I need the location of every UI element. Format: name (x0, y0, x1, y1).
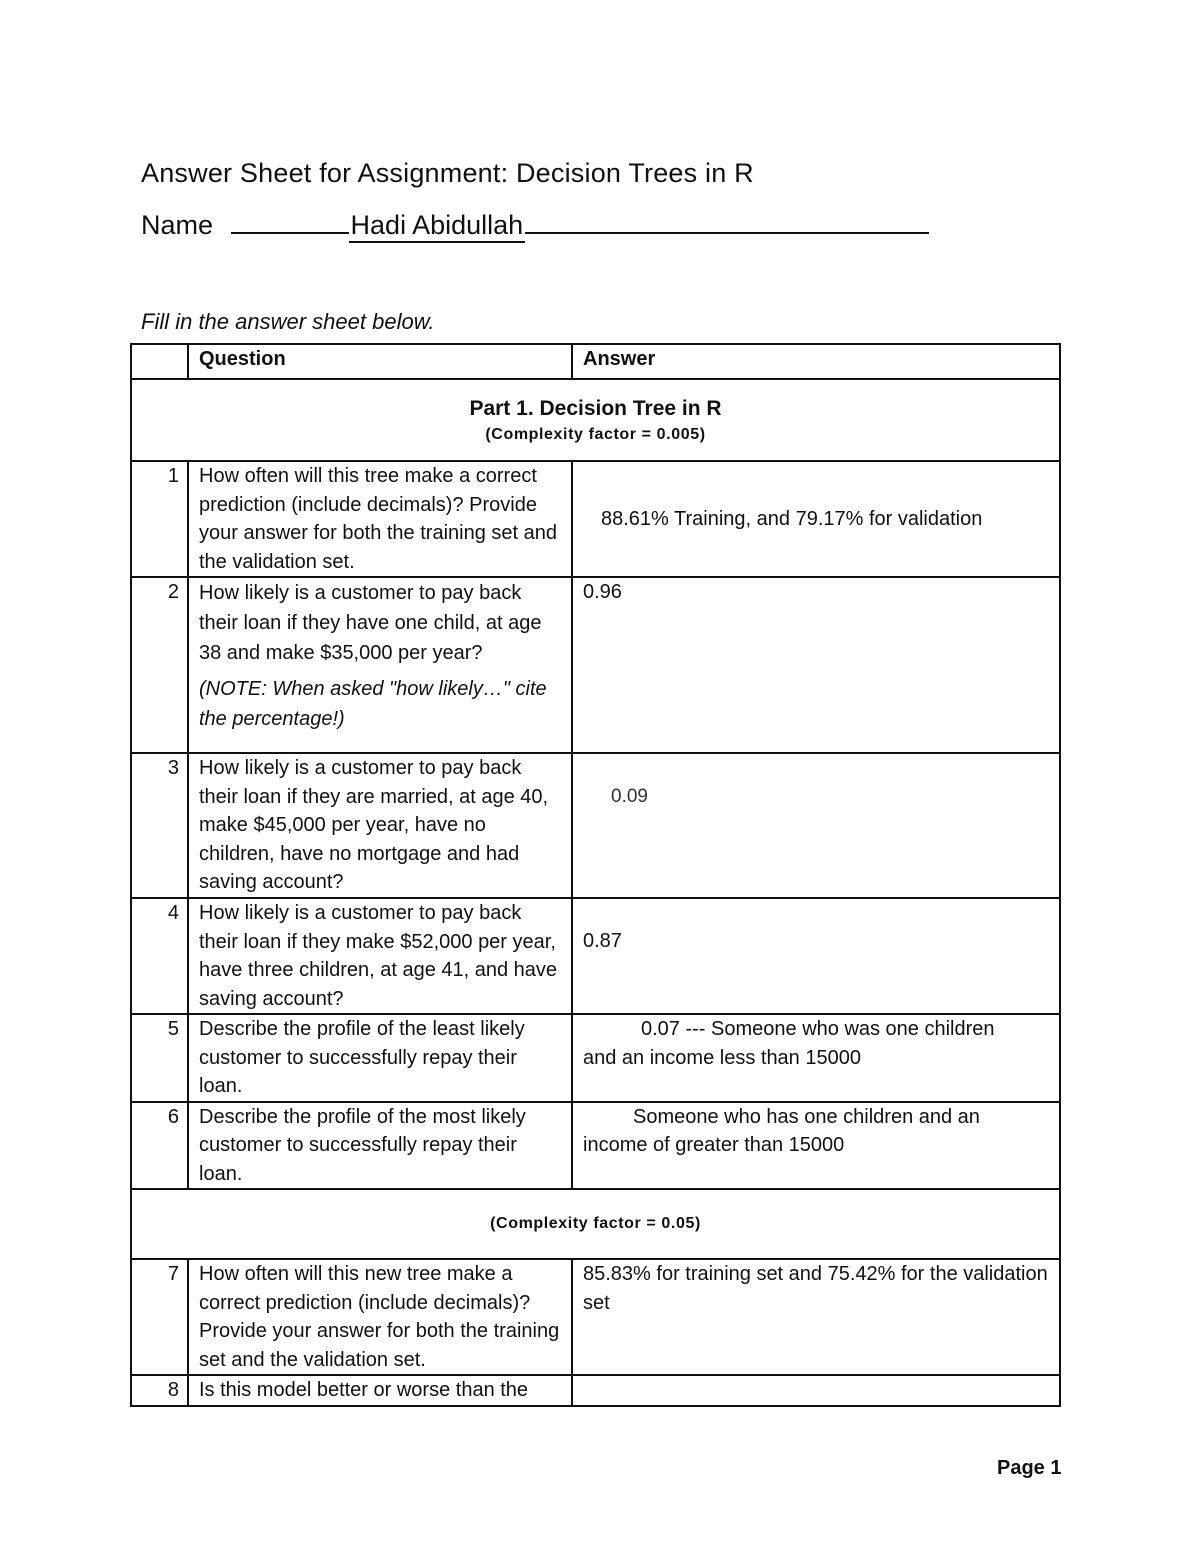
question-text: How often will this tree make a correct prediction (include decimals)? Provide your answer for both the training set and the validation set. (188, 461, 572, 577)
row-number: 4 (131, 898, 188, 1014)
row-number: 6 (131, 1102, 188, 1190)
question-text: How likely is a customer to pay back their loan if they have one child, at age 38 and make $35,000 per year? (199, 582, 542, 664)
name-line (141, 208, 929, 243)
answer-cell[interactable] (572, 1014, 1060, 1102)
table-row (131, 753, 1060, 898)
page-number: Page 1 (997, 1457, 1062, 1479)
page-title: Answer Sheet for Assignment: Decision Trees in R (141, 158, 754, 188)
part2-header-cell (131, 1189, 1060, 1259)
row-number: 2 (131, 577, 188, 753)
row-number: 7 (131, 1259, 188, 1375)
part1-complexity: (Complexity factor = 0.005) (485, 426, 706, 443)
answer-text[interactable]: 0.87 (572, 898, 1060, 1014)
part1-title: Part 1. Decision Tree in R (469, 397, 722, 420)
question-text: How often will this new tree make a correct prediction (include decimals)? Provide your answer for both the training set and the validation set. (188, 1259, 572, 1375)
answer-cell[interactable] (572, 753, 1060, 898)
name-blank-before (231, 208, 349, 234)
table-row (131, 1014, 1060, 1102)
table-row (131, 1259, 1060, 1375)
name-blank-after (525, 208, 929, 234)
part1-header-row (131, 379, 1060, 461)
part2-complexity: (Complexity factor = 0.05) (490, 1215, 701, 1232)
table-row (131, 898, 1060, 1014)
answer-text-rest: and an income less than 15000 (583, 1046, 861, 1069)
header-answer: Answer (572, 344, 1060, 379)
question-cell (188, 577, 572, 753)
table-row (131, 1375, 1060, 1406)
header-number-cell (131, 344, 188, 379)
student-name[interactable]: Hadi Abidullah (349, 210, 526, 243)
part2-header-row (131, 1189, 1060, 1259)
name-label: Name (141, 210, 214, 240)
row-number: 1 (131, 461, 188, 577)
answer-text[interactable] (572, 1375, 1060, 1406)
table-row (131, 1102, 1060, 1190)
row-number: 5 (131, 1014, 188, 1102)
answer-cell[interactable] (572, 1102, 1060, 1190)
question-text: Describe the profile of the least likely customer to successfully repay their loan. (188, 1014, 572, 1102)
answer-text-rest: income of greater than 15000 (583, 1134, 845, 1156)
table-row (131, 461, 1060, 577)
answer-text-first: Someone who has one children and an (633, 1105, 980, 1128)
answer-text[interactable]: 85.83% for training set and 75.42% for the validation set (572, 1259, 1060, 1375)
answer-text: 0.09 (611, 786, 648, 807)
answer-text-first: 0.07 --- Someone who was one children (641, 1018, 995, 1040)
header-question: Question (188, 344, 572, 379)
question-text: How likely is a customer to pay back their loan if they make $52,000 per year, have three children, at age 41, and have saving account? (188, 898, 572, 1014)
answer-table (130, 343, 1061, 1407)
part1-header-cell (131, 379, 1060, 461)
question-note: (NOTE: When asked "how likely…" cite the percentage!) (199, 678, 547, 730)
answer-text[interactable]: 88.61% Training, and 79.17% for validation (572, 461, 1060, 577)
row-number: 8 (131, 1375, 188, 1406)
question-text: How likely is a customer to pay back their loan if they are married, at age 40, make $45,000 per year, have no children, have no mortgage and had saving account? (188, 753, 572, 898)
table-header-row (131, 344, 1060, 379)
question-text: Is this model better or worse than the (188, 1375, 572, 1406)
answer-text[interactable]: 0.96 (572, 577, 1060, 753)
row-number: 3 (131, 753, 188, 898)
table-row (131, 577, 1060, 753)
instructions: Fill in the answer sheet below. (141, 309, 435, 334)
question-text: Describe the profile of the most likely customer to successfully repay their loan. (188, 1102, 572, 1190)
